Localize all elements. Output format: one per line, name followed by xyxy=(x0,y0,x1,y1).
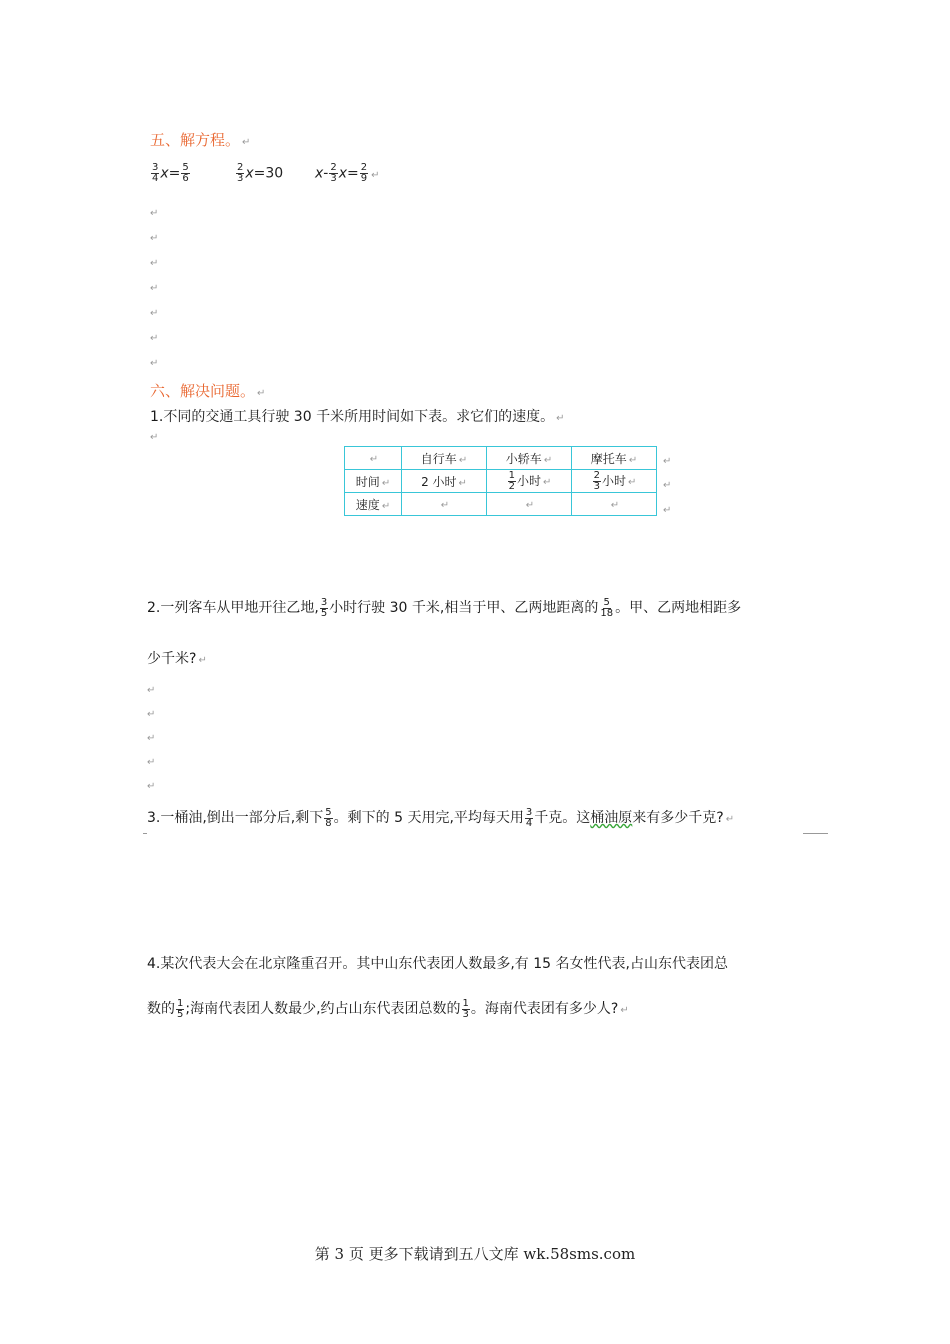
table-row xyxy=(345,493,657,516)
paragraph-mark-icon: ↵ xyxy=(147,781,156,792)
variable: x xyxy=(338,165,348,182)
question-3-text: 来有多少千克? xyxy=(632,810,724,826)
paragraph-mark-icon: ↵ xyxy=(150,358,159,369)
paragraph-mark-icon: ↵ xyxy=(369,454,379,465)
paragraph-mark-icon: ↵ xyxy=(628,476,637,488)
header-car: 小轿车 xyxy=(505,451,542,466)
fraction xyxy=(329,163,337,184)
numerator: 1 xyxy=(508,469,515,481)
paragraph-mark-icon: ↵ xyxy=(556,413,565,424)
fraction xyxy=(508,471,516,492)
denominator: 4 xyxy=(152,173,159,184)
paragraph-mark-icon: ↵ xyxy=(543,454,553,466)
variable: x xyxy=(245,165,254,182)
equation-2 xyxy=(235,163,283,184)
numerator: 5 xyxy=(182,162,189,173)
section6-heading xyxy=(150,380,265,401)
numerator: 2 xyxy=(330,162,337,173)
variable: x xyxy=(315,165,324,182)
question-1-text: 1.不同的交通工具行驶 30 千米所用时间如下表。求它们的速度。 xyxy=(150,409,555,425)
paragraph-mark-icon: ↵ xyxy=(381,477,391,489)
table-cell xyxy=(402,470,487,493)
equation-rhs: =30 xyxy=(253,165,284,182)
fraction xyxy=(151,163,159,184)
fraction xyxy=(525,808,533,829)
question-1 xyxy=(150,406,564,426)
paragraph-mark-icon: ↵ xyxy=(257,388,266,399)
paragraph-mark-icon: ↵ xyxy=(198,655,207,666)
question-4 xyxy=(147,953,728,973)
denominator: 6 xyxy=(182,173,189,184)
paragraph-mark-icon: ↵ xyxy=(147,733,156,744)
denominator: 8 xyxy=(325,817,332,829)
question-4-text: ;海南代表团人数最少,约占山东代表团总数的 xyxy=(185,1001,461,1017)
fraction xyxy=(599,598,614,619)
paragraph-mark-icon: ↵ xyxy=(458,454,468,466)
equation-3 xyxy=(315,163,380,184)
denominator: 18 xyxy=(600,607,614,619)
table-cell[interactable] xyxy=(487,493,572,516)
denominator: 5 xyxy=(177,1008,184,1020)
table-header xyxy=(402,447,487,470)
question-3-text: 3.一桶油,倒出一部分后,剩下 xyxy=(147,810,324,826)
paragraph-mark-icon: ↵ xyxy=(458,477,467,489)
question-2-text: 。甲、乙两地相距多 xyxy=(615,600,742,616)
numerator: 2 xyxy=(360,162,368,173)
paragraph-mark-icon: ↵ xyxy=(725,814,735,825)
fraction xyxy=(462,999,470,1020)
denominator: 3 xyxy=(462,1008,469,1020)
paragraph-mark-icon: ↵ xyxy=(150,208,159,219)
fraction xyxy=(593,471,601,492)
table-cell[interactable] xyxy=(402,493,487,516)
denominator: 9 xyxy=(360,173,368,184)
paragraph-mark-icon: ↵ xyxy=(543,476,552,488)
table-row xyxy=(345,470,657,493)
numerator: 2 xyxy=(237,162,244,173)
fraction xyxy=(360,163,368,184)
section6-heading-text: 六、解决问题。 xyxy=(150,382,256,400)
numerator: 3 xyxy=(152,162,159,173)
table-cell[interactable] xyxy=(572,493,657,516)
question-2-text: 小时行驶 30 千米,相当于甲、乙两地距离的 xyxy=(329,600,599,616)
section5-heading-text: 五、解方程。 xyxy=(150,131,241,149)
numerator: 3 xyxy=(320,596,328,608)
paragraph-mark-icon: ↵ xyxy=(620,1005,629,1016)
time-unit: 小时 xyxy=(601,473,626,488)
paragraph-mark-icon: ↵ xyxy=(147,757,156,768)
question-3-text: 千克。这 xyxy=(534,810,591,826)
paragraph-mark-icon: ↵ xyxy=(663,505,672,516)
denominator: 5 xyxy=(320,607,328,619)
speed-table xyxy=(344,446,657,516)
denominator: 2 xyxy=(508,480,515,492)
paragraph-mark-icon: ↵ xyxy=(150,308,159,319)
row-label-time: 时间 xyxy=(355,474,380,489)
question-2-line2 xyxy=(147,648,207,668)
denominator: 3 xyxy=(330,173,337,184)
question-4-line2 xyxy=(147,998,629,1020)
paragraph-mark-icon: ↵ xyxy=(150,258,159,269)
table-cell xyxy=(572,470,657,493)
table-row xyxy=(345,447,657,470)
paragraph-mark-icon: ↵ xyxy=(663,456,672,467)
spellcheck-underlined-text: 桶油原 xyxy=(590,810,633,826)
paragraph-mark-icon: ↵ xyxy=(371,169,380,181)
equals-sign: = xyxy=(168,165,181,182)
question-4-text: 。海南代表团有多少人? xyxy=(470,1001,619,1017)
paragraph-mark-icon: ↵ xyxy=(610,500,620,511)
paragraph-mark-icon: ↵ xyxy=(242,137,251,148)
page-footer: 第 3 页 更多下载请到五八文库 wk.58sms.com xyxy=(314,1245,636,1263)
fraction xyxy=(181,163,189,184)
denominator: 3 xyxy=(237,173,244,184)
paragraph-mark-icon: ↵ xyxy=(150,283,159,294)
numerator: 1 xyxy=(462,997,469,1009)
numerator: 5 xyxy=(325,806,332,818)
page-corner-mark xyxy=(803,833,828,834)
equals-sign: = xyxy=(347,165,359,182)
fraction xyxy=(236,163,244,184)
table-cell xyxy=(345,470,402,493)
table-header xyxy=(572,447,657,470)
question-2 xyxy=(147,597,741,619)
numerator: 3 xyxy=(525,806,533,818)
paragraph-mark-icon: ↵ xyxy=(150,333,159,344)
row-label-speed: 速度 xyxy=(355,497,380,512)
question-3-text: 。剩下的 5 天用完,平均每天用 xyxy=(333,810,524,826)
paragraph-mark-icon: ↵ xyxy=(663,480,672,491)
table-cell xyxy=(487,470,572,493)
fraction xyxy=(176,999,184,1020)
header-motorcycle: 摩托车 xyxy=(590,451,627,466)
paragraph-mark-icon: ↵ xyxy=(150,233,159,244)
denominator: 3 xyxy=(593,480,600,492)
header-bicycle: 自行车 xyxy=(420,451,457,466)
question-2-text: 2.一列客车从甲地开往乙地, xyxy=(147,600,319,616)
paragraph-mark-icon: ↵ xyxy=(381,500,391,512)
page-corner-mark xyxy=(143,833,147,834)
paragraph-mark-icon: ↵ xyxy=(150,432,159,443)
paragraph-mark-icon: ↵ xyxy=(147,709,156,720)
numerator: 5 xyxy=(603,596,610,608)
question-4-text: 数的 xyxy=(147,1001,175,1017)
numerator: 1 xyxy=(177,997,184,1009)
variable: x xyxy=(160,165,169,182)
table-cell xyxy=(345,447,402,470)
equation-1 xyxy=(150,163,191,184)
table-cell xyxy=(345,493,402,516)
paragraph-mark-icon: ↵ xyxy=(147,685,156,696)
time-unit: 小时 xyxy=(516,473,541,488)
minus-sign: - xyxy=(323,165,329,182)
section5-heading xyxy=(150,129,250,150)
paragraph-mark-icon: ↵ xyxy=(440,500,450,511)
denominator: 4 xyxy=(525,817,533,829)
numerator: 2 xyxy=(593,469,600,481)
paragraph-mark-icon: ↵ xyxy=(525,500,535,511)
fraction xyxy=(324,808,332,829)
question-2-text: 少千米? xyxy=(147,651,197,667)
question-4-text: 4.某次代表大会在北京隆重召开。其中山东代表团人数最多,有 15 名女性代表,占山东代表团总 xyxy=(147,956,728,972)
question-3 xyxy=(147,807,734,829)
table-header xyxy=(487,447,572,470)
fraction xyxy=(320,598,328,619)
paragraph-mark-icon: ↵ xyxy=(628,454,638,466)
time-bicycle: 2 小时 xyxy=(421,474,457,489)
